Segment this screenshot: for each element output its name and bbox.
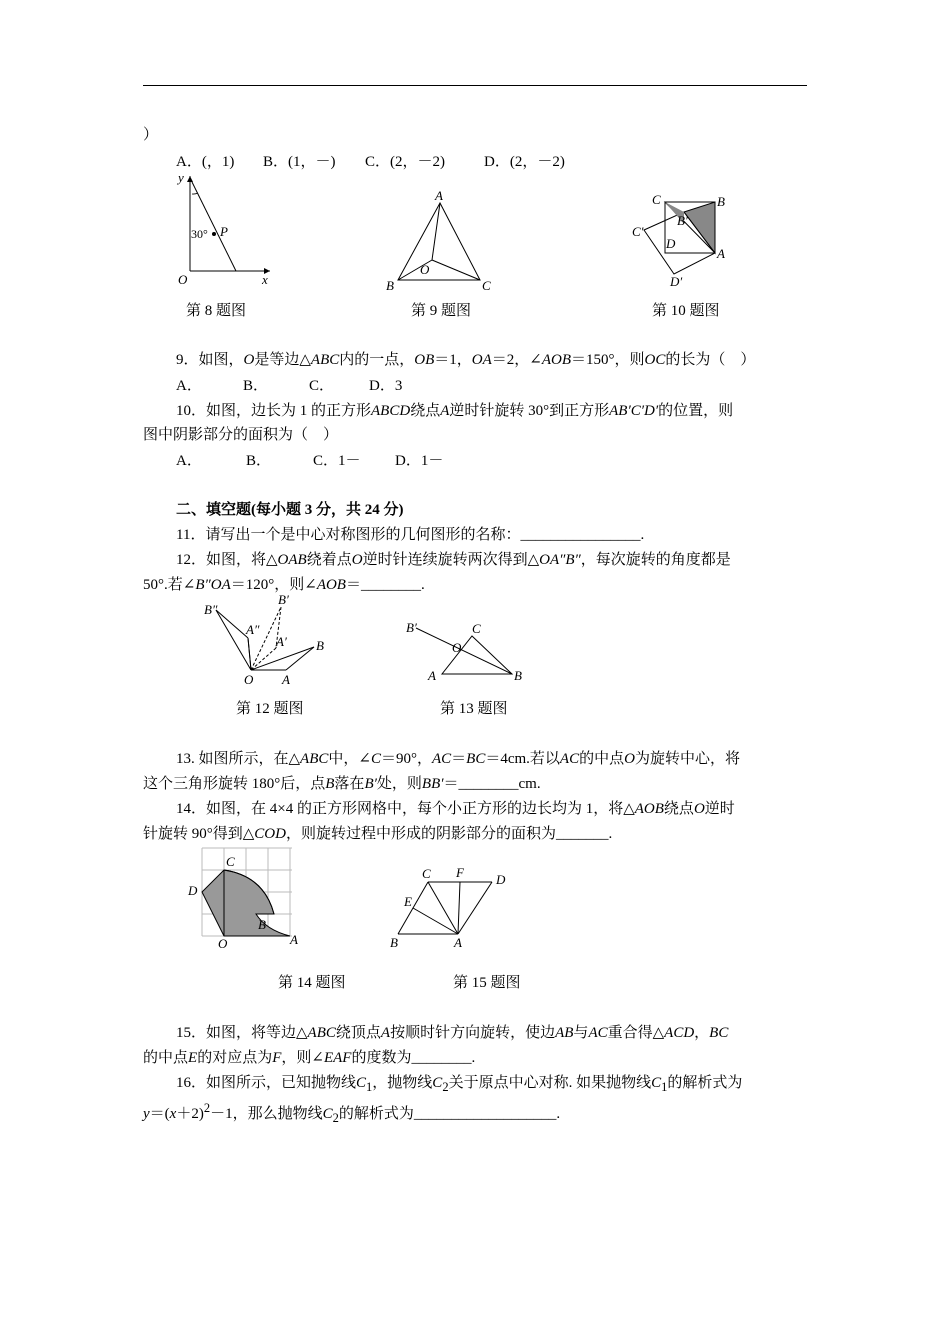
- caption-fig13: 第 13 题图: [440, 701, 508, 717]
- q15-var: EAF: [323, 1050, 352, 1066]
- figure-14: [186, 842, 306, 950]
- fig13-label-o: O: [452, 640, 462, 655]
- q13-var: C: [370, 751, 381, 767]
- q12-text: 12．如图，将△: [176, 552, 278, 568]
- q13-var: O: [624, 751, 635, 767]
- q10-option-c: C．1－: [313, 453, 361, 469]
- q15-text: 重合得△: [607, 1025, 665, 1041]
- q15-var: AB: [555, 1025, 574, 1041]
- q12-var: B″OA: [195, 577, 231, 593]
- q15-var: A: [380, 1025, 391, 1041]
- q12-var: OAB: [277, 552, 307, 568]
- fig8-label-p: P: [220, 224, 228, 239]
- q13-line1: [143, 749, 848, 769]
- header-rule: [143, 85, 807, 86]
- q16-text: ＝(: [149, 1106, 170, 1122]
- fig8-label-o: O: [178, 272, 188, 287]
- q16-var: x: [169, 1106, 177, 1122]
- q9-var: OA: [471, 352, 492, 368]
- q12-text: ＝________.: [345, 577, 425, 593]
- figure-10: [630, 190, 740, 290]
- q9-option-b: B．: [243, 378, 269, 394]
- fig14-label-d: D: [188, 883, 198, 898]
- q9-var: ABC: [310, 352, 340, 368]
- figure-8: [170, 168, 280, 292]
- fig10-label-b: B: [717, 194, 725, 209]
- fig14-label-c: C: [226, 854, 235, 869]
- q11: 11．请写出一个是中心对称图形的几何图形的名称：________________.: [176, 527, 645, 543]
- q16-text: 的解析式为: [667, 1075, 743, 1091]
- q16-text: ，抛物线: [372, 1075, 433, 1091]
- q9-text: ＝1，: [434, 352, 472, 368]
- q15-line2: [143, 1048, 815, 1068]
- q9-text: 是等边△: [254, 352, 311, 368]
- q8-option-a: A．(，1): [176, 154, 235, 170]
- q14-text: 逆时: [704, 801, 735, 817]
- q15-text: 的度数为________.: [351, 1050, 476, 1066]
- fig15-label-d: D: [496, 872, 506, 887]
- q14-text: ，则旋转过程中形成的阴影部分的面积为_______.: [285, 826, 613, 842]
- caption-fig14: 第 14 题图: [278, 975, 346, 991]
- fig14-label-o: O: [218, 936, 228, 951]
- q13-text: 这个三角形旋转 180°后，点: [143, 776, 326, 792]
- fig9-label-c: C: [482, 278, 491, 293]
- fig10-label-d1: D′: [670, 274, 683, 289]
- q16-subscript: 2: [332, 1111, 339, 1125]
- q10-var: ABCD: [371, 403, 411, 419]
- q12-var: OA″B″: [539, 552, 581, 568]
- q9-option-c: C．: [309, 378, 335, 394]
- top-paren: ）: [143, 127, 159, 143]
- q10-line1: [143, 401, 848, 421]
- q9-text: 内的一点，: [339, 352, 415, 368]
- q14-var: AOB: [634, 801, 664, 817]
- q15-var: E: [188, 1050, 198, 1066]
- q14-text: 针旋转 90°得到△: [143, 826, 255, 842]
- q16-subscript: 1: [366, 1080, 373, 1094]
- q9-option-d: D．3: [369, 378, 403, 394]
- fig9-label-a: A: [435, 188, 443, 203]
- q8-option-b: B．(1，－): [263, 154, 336, 170]
- fig12-label-b2: B″: [204, 602, 218, 617]
- figure-15: [386, 862, 516, 952]
- fig10-label-c1: C′: [632, 224, 644, 239]
- q15-var: ABC: [307, 1025, 336, 1041]
- q15-text: 按顺时针方向旋转，使边: [390, 1025, 556, 1041]
- q12-text: 50°.若∠: [143, 577, 196, 593]
- fig10-label-b1: B′: [677, 213, 688, 228]
- q16-text: 16．如图所示，已知抛物线: [176, 1075, 357, 1091]
- q13-text: 中，∠: [328, 751, 371, 767]
- q14-text: 14．如图，在 4×4 的正方形网格中，每个小正方形的边长均为 1，将△: [176, 801, 635, 817]
- fig12-label-a1: A′: [276, 634, 287, 649]
- q12-var: O: [351, 552, 363, 568]
- q9-text: ＝2，∠: [491, 352, 542, 368]
- q13-var: AC: [431, 751, 452, 767]
- fig9-label-b: B: [386, 278, 394, 293]
- q12-text: ，每次旋转的角度都是: [580, 552, 731, 568]
- figure-13: [400, 618, 530, 690]
- caption-fig12: 第 12 题图: [236, 701, 304, 717]
- q14-line2: [143, 824, 815, 844]
- fig12-label-a2: A″: [246, 622, 260, 637]
- q15-var: ACD: [664, 1025, 695, 1041]
- q15-text: 的对应点为: [197, 1050, 273, 1066]
- q16-superscript: 2: [203, 1101, 211, 1115]
- figure-9: [380, 190, 500, 294]
- fig13-label-b1: B′: [406, 620, 417, 635]
- q16-line2: [143, 1098, 815, 1128]
- q16-var: C: [356, 1075, 367, 1091]
- q13-var: B′: [364, 776, 377, 792]
- caption-fig9: 第 9 题图: [411, 303, 472, 319]
- q15-var: BC: [709, 1025, 729, 1041]
- q9-var: AOB: [541, 352, 572, 368]
- q10-option-b: B．: [246, 453, 272, 469]
- q12-text: 绕着点: [306, 552, 352, 568]
- q15-text: 15．如图，将等边△: [176, 1025, 308, 1041]
- q14-var: COD: [254, 826, 286, 842]
- q16-text: 关于原点中心对称. 如果抛物线: [448, 1075, 652, 1091]
- fig10-label-d: D: [666, 236, 676, 251]
- q13-text: 为旋转中心，将: [634, 751, 740, 767]
- fig12-label-b1: B′: [278, 592, 289, 607]
- q16-line1: [143, 1073, 848, 1097]
- q13-text: ＝________cm.: [443, 776, 541, 792]
- q13-var: BB′: [421, 776, 444, 792]
- fig13-label-c: C: [472, 621, 481, 636]
- q12-text: ＝120°，则∠: [230, 577, 317, 593]
- fig12-label-a: A: [282, 672, 290, 687]
- section2-title: 二、填空题(每小题 3 分，共 24 分): [176, 502, 404, 518]
- q13-var: AC: [559, 751, 580, 767]
- q15-var: F: [272, 1050, 282, 1066]
- q9-option-a: A．: [176, 378, 202, 394]
- q10-text: 绕点: [410, 403, 441, 419]
- q12-text: 逆时针连续旋转两次得到△: [362, 552, 540, 568]
- q12-var: AOB: [316, 577, 346, 593]
- fig10-label-c: C: [652, 192, 661, 207]
- q13-line2: [143, 774, 815, 794]
- q9-line1: [143, 350, 848, 370]
- q13-var: BC: [466, 751, 486, 767]
- q10-var: A: [440, 403, 450, 419]
- caption-fig8: 第 8 题图: [186, 303, 247, 319]
- q12-line1: [143, 550, 848, 570]
- q16-var: C: [432, 1075, 443, 1091]
- q10-text: 10．如图，边长为 1 的正方形: [176, 403, 372, 419]
- fig8-label-x: x: [262, 272, 268, 287]
- q15-var: AC: [588, 1025, 608, 1041]
- q15-text: 的中点: [143, 1050, 189, 1066]
- q9-text: 9．如图，: [176, 352, 244, 368]
- q16-subscript: 2: [442, 1080, 449, 1094]
- fig14-label-b: B: [258, 917, 266, 932]
- q13-text: ＝4cm.若以: [485, 751, 560, 767]
- q13-text: ＝: [451, 751, 467, 767]
- q9-var: OC: [644, 352, 666, 368]
- q13-text: 处，则: [376, 776, 422, 792]
- q15-text: 绕顶点: [335, 1025, 381, 1041]
- q8-option-c: C．(2，－2): [365, 154, 445, 170]
- fig14-label-a: A: [290, 932, 298, 947]
- q15-text: ，: [694, 1025, 710, 1041]
- q9-var: O: [243, 352, 255, 368]
- fig15-label-b: B: [390, 935, 398, 950]
- fig10-label-a: A: [717, 246, 725, 261]
- q9-var: OB: [414, 352, 435, 368]
- fig13-label-b: B: [514, 668, 522, 683]
- figure-12: [196, 592, 336, 688]
- q13-text: 13. 如图所示，在△: [176, 751, 301, 767]
- fig15-label-a: A: [454, 935, 462, 950]
- fig8-label-angle: 30°: [191, 227, 208, 241]
- q16-text: 的解析式为___________________.: [338, 1106, 561, 1122]
- q16-text: ＋2): [176, 1106, 204, 1122]
- q16-var: y: [143, 1106, 150, 1122]
- q16-text: －1，那么抛物线: [210, 1106, 323, 1122]
- q10-text: 的位置，则: [658, 403, 734, 419]
- q13-var: ABC: [300, 751, 329, 767]
- q10-var: AB′C′D′: [609, 403, 659, 419]
- q16-subscript: 1: [661, 1080, 668, 1094]
- q9-text: 的长为（ ）: [665, 352, 756, 368]
- q10-line2: 图中阴影部分的面积为（ ）: [143, 427, 339, 443]
- q14-var: O: [693, 801, 705, 817]
- q13-text: ＝90°，: [380, 751, 432, 767]
- q16-var: C: [322, 1106, 333, 1122]
- q14-line1: [143, 799, 848, 819]
- q14-text: 绕点: [663, 801, 694, 817]
- q13-text: 的中点: [579, 751, 625, 767]
- fig13-label-a: A: [428, 668, 436, 683]
- q10-option-a: A．: [176, 453, 202, 469]
- fig15-label-f: F: [456, 865, 464, 880]
- fig12-label-b: B: [316, 638, 324, 653]
- q15-text: ，则∠: [281, 1050, 324, 1066]
- caption-fig15: 第 15 题图: [453, 975, 521, 991]
- fig15-label-c: C: [422, 866, 431, 881]
- q9-text: ＝150°，则: [571, 352, 645, 368]
- caption-fig10: 第 10 题图: [652, 303, 720, 319]
- fig15-label-e: E: [404, 894, 412, 909]
- q10-option-d: D．1－: [395, 453, 444, 469]
- q13-var: B: [325, 776, 335, 792]
- q13-text: 落在: [334, 776, 365, 792]
- fig9-label-o: O: [420, 262, 430, 277]
- q16-var: C: [651, 1075, 662, 1091]
- fig12-label-o: O: [244, 672, 254, 687]
- q10-text: 逆时针旋转 30°到正方形: [449, 403, 610, 419]
- q15-text: 与: [573, 1025, 589, 1041]
- q8-option-d: D．(2，－2): [484, 154, 565, 170]
- q15-line1: [143, 1023, 848, 1043]
- fig8-label-y: y: [178, 170, 184, 185]
